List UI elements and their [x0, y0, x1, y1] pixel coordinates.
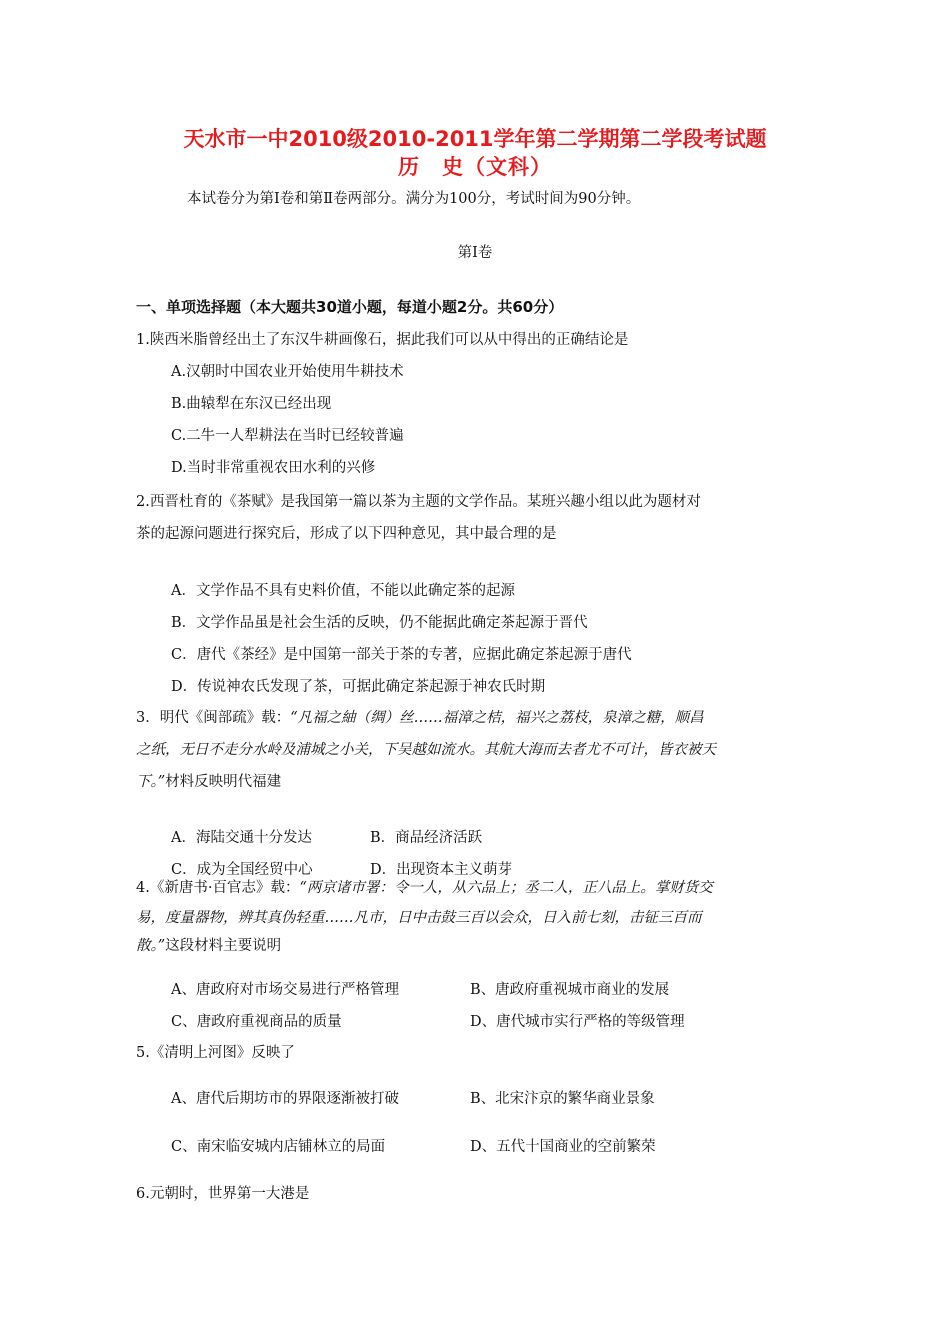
question-2-option-d: D．传说神农氏发现了茶，可据此确定茶起源于神农氏时期 — [171, 679, 546, 695]
question-5-option-b: B、北宋汴京的繁华商业景象 — [470, 1091, 655, 1107]
question-4-quote-line1: “两京诸市署：令一人，从六品上；丞二人，正八品上。掌财货交 — [299, 880, 713, 896]
exam-title: 天水市一中2010级2010-2011学年第二学期第二学段考试题 — [183, 127, 767, 151]
question-2-stem-line2: 茶的起源问题进行探究后，形成了以下四种意见，其中最合理的是 — [136, 526, 557, 542]
question-2-stem-line1: 2.西晋杜育的《茶赋》是我国第一篇以茶为主题的文学作品。某班兴趣小组以此为题材对 — [136, 494, 701, 510]
question-5-option-d: D、五代十国商业的空前繁荣 — [470, 1139, 656, 1155]
section-title: 第Ⅰ卷 — [457, 245, 493, 261]
question-5-option-a: A、唐代后期坊市的界限逐渐被打破 — [171, 1091, 399, 1107]
question-3-option-c: C．成为全国经贸中心 — [171, 862, 313, 878]
question-4-stem-line1 — [136, 876, 713, 897]
question-2-option-c: C．唐代《茶经》是中国第一部关于茶的专著，应据此确定茶起源于唐代 — [171, 647, 632, 663]
question-3-quote-line3: 下。” — [136, 774, 166, 790]
question-4-option-b: B、唐政府重视城市商业的发展 — [470, 982, 670, 998]
question-4-stem-line2: 易，度量器物，辨其真伪轻重……凡市，日中击鼓三百以会众，日入前七刻，击钲三百而 — [136, 910, 702, 926]
question-4-option-a: A、唐政府对市场交易进行严格管理 — [171, 982, 399, 998]
question-1-option-b: B.曲辕犁在东汉已经出现 — [171, 396, 332, 412]
question-3-stem-prefix: 3．明代《闽部疏》载： — [136, 710, 291, 726]
question-1-option-c: C.二牛一人犁耕法在当时已经较普遍 — [171, 428, 404, 444]
question-3-stem-line1 — [136, 706, 704, 727]
question-2-option-b: B．文学作品虽是社会生活的反映，仍不能据此确定茶起源于晋代 — [171, 615, 588, 631]
question-4-stem-line3 — [136, 934, 281, 955]
part-heading: 一、单项选择题（本大题共30道小题，每道小题2分。共60分） — [136, 298, 564, 316]
question-4-option-c: C、唐政府重视商品的质量 — [171, 1014, 342, 1030]
question-3-option-b: B．商品经济活跃 — [370, 830, 483, 846]
question-4-quote-line3: 散。” — [136, 938, 166, 954]
question-1-option-a: A.汉朝时中国农业开始使用牛耕技术 — [171, 364, 404, 380]
question-3-stem-tail: 材料反映明代福建 — [165, 774, 282, 790]
question-4-option-d: D、唐代城市实行严格的等级管理 — [470, 1014, 685, 1030]
question-5-option-c: C、南宋临安城内店铺林立的局面 — [171, 1139, 386, 1155]
question-4-stem-prefix: 4.《新唐书·百官志》载： — [136, 880, 300, 896]
question-3-stem-line3 — [136, 770, 281, 791]
exam-intro: 本试卷分为第Ⅰ卷和第Ⅱ卷两部分。满分为100分，考试时间为90分钟。 — [187, 191, 641, 207]
question-5-stem: 5.《清明上河图》反映了 — [136, 1045, 295, 1061]
question-3-option-d: D．出现资本主义萌芽 — [370, 862, 513, 878]
question-6-stem: 6.元朝时，世界第一大港是 — [136, 1186, 310, 1202]
question-2-option-a: A．文学作品不具有史料价值，不能以此确定茶的起源 — [171, 583, 515, 599]
question-4-stem-tail: 这段材料主要说明 — [165, 938, 282, 954]
question-3-option-a: A．海陆交通十分发达 — [171, 830, 312, 846]
exam-subtitle: 历 史（文科） — [398, 155, 552, 179]
question-1-option-d: D.当时非常重视农田水利的兴修 — [171, 460, 376, 476]
question-1-stem: 1.陕西米脂曾经出土了东汉牛耕画像石，据此我们可以从中得出的正确结论是 — [136, 332, 629, 348]
question-3-quote-line1: “凡福之紬（绸）丝……福漳之桔，福兴之荔枝，泉漳之糖，顺昌 — [290, 710, 704, 726]
question-3-stem-line2: 之纸，无日不走分水岭及浦城之小关，下吴越如流水。其航大海而去者尤不可计，皆衣被天 — [136, 742, 716, 758]
